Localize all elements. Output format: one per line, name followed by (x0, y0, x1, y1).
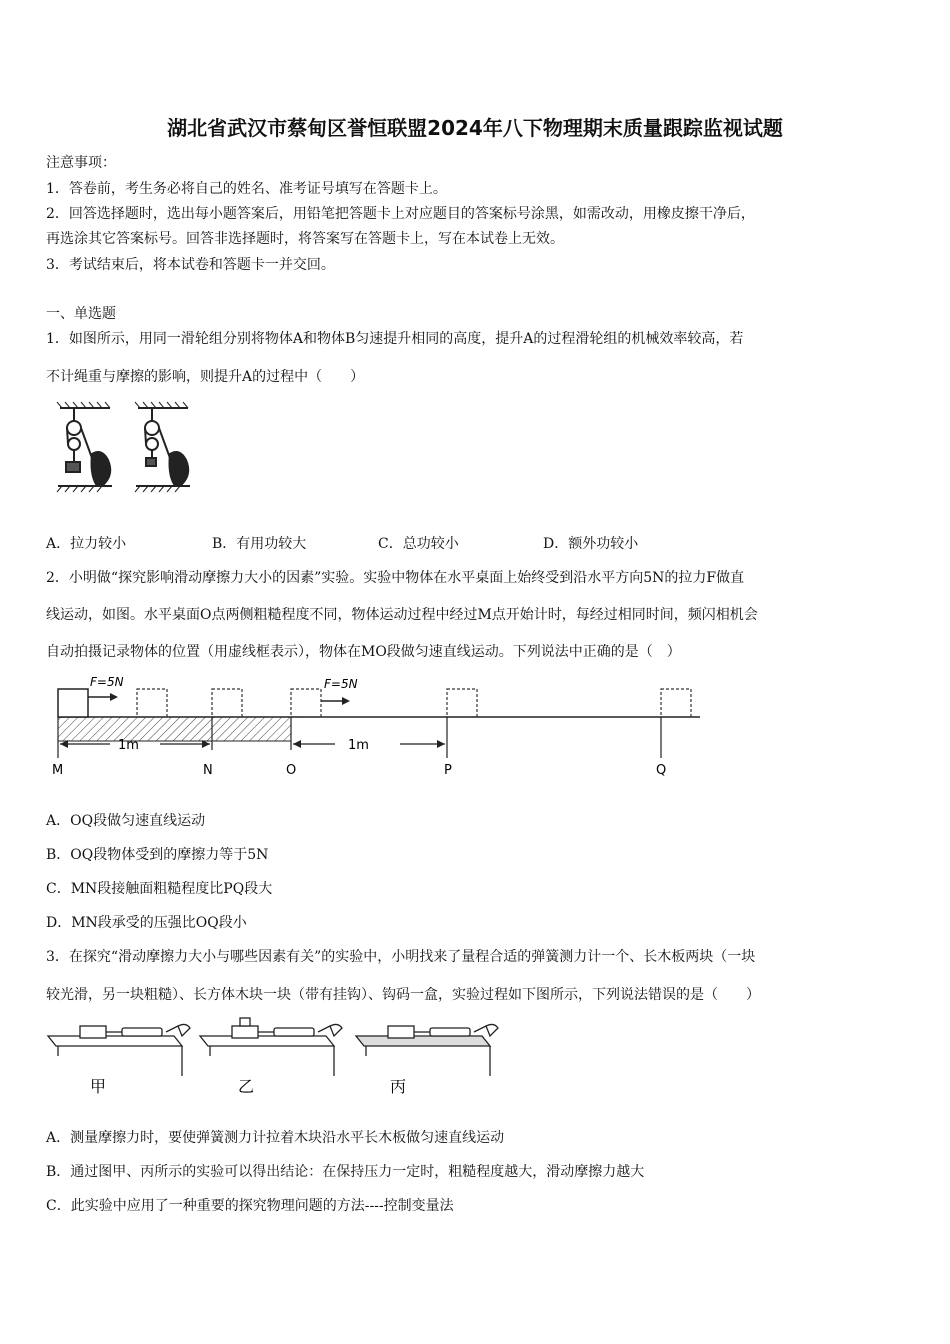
q3-option-c: C．此实验中应用了一种重要的探究物理问题的方法----控制变量法 (46, 1198, 454, 1214)
notice-heading: 注意事项： (46, 155, 116, 171)
q1-option-b: B．有用功较大 (212, 536, 307, 552)
q1-pulley-figure (52, 398, 202, 500)
q2-line-3: 自动拍摄记录物体的位置（用虚线框表示），物体在MO段做匀速直线运动。下列说法中正确的是（ ） (46, 644, 681, 660)
q1-line-2: 不计绳重与摩擦的影响，则提升A的过程中（ ） (46, 369, 365, 385)
q2-option-a: A．OQ段做匀速直线运动 (46, 813, 206, 829)
q2-motion-figure (40, 670, 720, 782)
q2-option-c: C．MN段接触面粗糙程度比PQ段大 (46, 881, 273, 897)
force-label-2: F=5N (324, 677, 358, 691)
distance-label-mn: 1m (118, 738, 139, 753)
q1-option-a: A．拉力较小 (46, 536, 127, 552)
notice-item-3: 3．考试结束后，将本试卷和答题卡一并交回。 (46, 257, 335, 273)
distance-label-op: 1m (348, 738, 369, 753)
q2-option-b: B．OQ段物体受到的摩擦力等于5N (46, 847, 269, 863)
q2-line-2: 线运动，如图。水平桌面O点两侧粗糙程度不同，物体运动过程中经过M点开始计时，每经过相同时间，频闪相机会 (46, 607, 758, 623)
point-label-o: O (286, 763, 297, 778)
notice-item-1: 1．答卷前，考生务必将自己的姓名、准考证号填写在答题卡上。 (46, 181, 447, 197)
q3-option-b: B．通过图甲、丙所示的实验可以得出结论：在保持压力一定时，粗糙程度越大，滑动摩擦力越大 (46, 1164, 645, 1180)
figure-label-jia: 甲 (90, 1077, 107, 1096)
point-label-n: N (203, 763, 213, 778)
q1-option-d: D．额外功较小 (543, 536, 639, 552)
q2-option-d: D．MN段承受的压强比OQ段小 (46, 915, 247, 931)
page-title: 湖北省武汉市蔡甸区誉恒联盟2024年八下物理期末质量跟踪监视试题 (167, 116, 783, 140)
section-heading: 一、单选题 (46, 306, 116, 322)
point-label-p: P (444, 763, 452, 778)
point-label-m: M (52, 763, 64, 778)
q3-line-1: 3．在探究“滑动摩擦力大小与哪些因素有关”的实验中，小明找来了量程合适的弹簧测力计一个、长木板两块（一块 (46, 949, 756, 965)
q1-line-1: 1．如图所示，用同一滑轮组分别将物体A和物体B匀速提升相同的高度，提升A的过程滑轮组的机械效率较高，若 (46, 331, 744, 347)
notice-item-2a: 2．回答选择题时，选出每小题答案后，用铅笔把答题卡上对应题目的答案标号涂黑，如需改动，用橡皮擦干净后， (46, 206, 755, 222)
q2-line-1: 2．小明做“探究影响滑动摩擦力大小的因素”实验。实验中物体在水平桌面上始终受到沿水平方向5N的拉力F做直 (46, 570, 745, 586)
q3-option-a: A．测量摩擦力时，要使弹簧测力计拉着木块沿水平长木板做匀速直线运动 (46, 1130, 505, 1146)
figure-label-yi: 乙 (238, 1077, 255, 1096)
q1-option-c: C．总功较小 (378, 536, 459, 552)
figure-label-bing: 丙 (390, 1077, 407, 1096)
point-label-q: Q (656, 763, 667, 778)
notice-item-2b: 再选涂其它答案标号。回答非选择题时，将答案写在答题卡上，写在本试卷上无效。 (46, 231, 564, 247)
q3-line-2: 较光滑，另一块粗糙）、长方体木块一块（带有挂钩）、钩码一盒，实验过程如下图所示，下列说法错误的是（ ） (46, 987, 760, 1003)
force-label-1: F=5N (90, 675, 124, 689)
q3-friction-figure (44, 1012, 524, 1100)
